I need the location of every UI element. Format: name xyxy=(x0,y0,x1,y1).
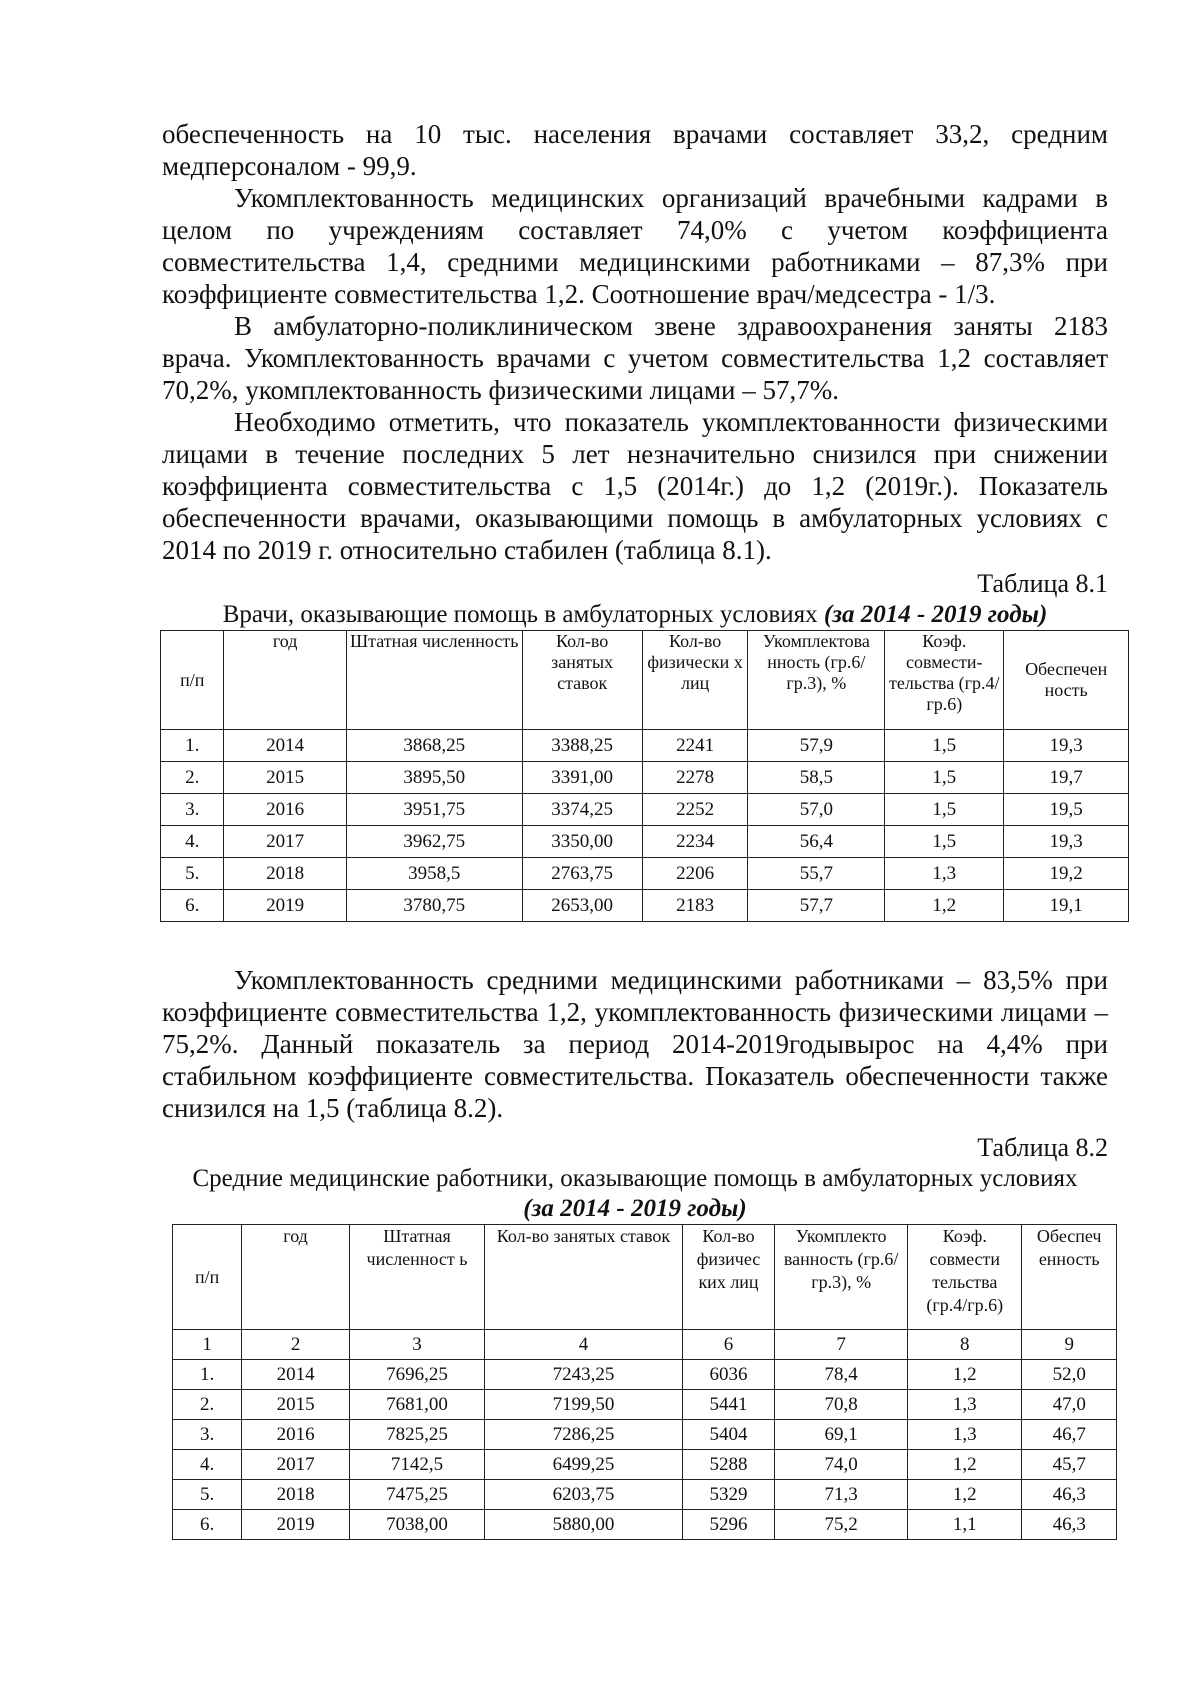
table-row xyxy=(161,890,1129,922)
header-cell: Укомплекто ванность (гр.6/гр.3), % xyxy=(775,1225,908,1330)
table-cell: 2018 xyxy=(242,1480,350,1510)
table-cell: 5404 xyxy=(682,1420,774,1450)
table-row xyxy=(161,730,1129,762)
table-cell: 2278 xyxy=(642,762,748,794)
table-cell: 2653,00 xyxy=(522,890,642,922)
table-cell: 57,9 xyxy=(748,730,885,762)
table-cell: 1,5 xyxy=(885,762,1004,794)
table-cell: 46,7 xyxy=(1022,1420,1117,1450)
header-cell: Коэф. совмести тельства (гр.4/гр.6) xyxy=(908,1225,1022,1330)
table-cell: 7243,25 xyxy=(485,1360,683,1390)
header-cell: Обеспеч енность xyxy=(1022,1225,1117,1330)
table-row xyxy=(161,794,1129,826)
table-cell: 7038,00 xyxy=(349,1510,484,1540)
table-cell: 19,1 xyxy=(1004,890,1129,922)
paragraphs-mid xyxy=(162,964,1108,1124)
table-cell: 5329 xyxy=(682,1480,774,1510)
header-cell: Кол-во физически х лиц xyxy=(642,631,748,730)
table-cell: 3895,50 xyxy=(346,762,522,794)
table-cell: 5880,00 xyxy=(485,1510,683,1540)
table-cell: 2018 xyxy=(224,858,346,890)
paragraph: Укомплектованность средними медицинскими работниками – 83,5% при коэффициенте совместительства 1,2, укомплектованность физическими лицами – 75,2%. Данный показатель за период 2014-2019годывырос на 4,4% при стабильном коэффициенте совместительства. Показатель обеспеченности также снизился на 1,5 (таблица 8.2). xyxy=(162,965,1108,1123)
table-cell: 7825,25 xyxy=(349,1420,484,1450)
table-row xyxy=(161,762,1129,794)
table-cell: 5441 xyxy=(682,1390,774,1420)
table-cell: 3958,5 xyxy=(346,858,522,890)
table-row xyxy=(161,858,1129,890)
table-row xyxy=(173,1480,1117,1510)
table-cell: 4. xyxy=(161,826,224,858)
table-cell: 1,5 xyxy=(885,826,1004,858)
table-cell: 5. xyxy=(161,858,224,890)
table-cell: 58,5 xyxy=(748,762,885,794)
table-cell: 2252 xyxy=(642,794,748,826)
header-cell: п/п xyxy=(173,1225,242,1330)
table-cell: 6. xyxy=(161,890,224,922)
table-cell: 7681,00 xyxy=(349,1390,484,1420)
table-cell: 2016 xyxy=(224,794,346,826)
table-cell: 52,0 xyxy=(1022,1360,1117,1390)
table-number: Таблица 8.2 xyxy=(977,1133,1108,1162)
table-cell: 1 xyxy=(173,1330,242,1360)
table-cell: 7696,25 xyxy=(349,1360,484,1390)
table-header-row xyxy=(161,631,1129,730)
header-cell: Коэф. совмести- тельства (гр.4/гр.6) xyxy=(885,631,1004,730)
table-cell: 3868,25 xyxy=(346,730,522,762)
table-title-period: (за 2014 - 2019 годы) xyxy=(523,1195,747,1222)
table-cell: 1. xyxy=(161,730,224,762)
table-cell: 2763,75 xyxy=(522,858,642,890)
table-cell: 2206 xyxy=(642,858,748,890)
table-cell: 2015 xyxy=(224,762,346,794)
table-cell: 75,2 xyxy=(775,1510,908,1540)
table-title-text: Врачи, оказывающие помощь в амбулаторных условиях xyxy=(222,601,818,628)
header-cell: Штатная численность xyxy=(346,631,522,730)
paragraph: Укомплектованность медицинских организаций врачебными кадрами в целом по учреждениям составляет 74,0% с учетом коэффициента совместительства 1,4, средними медицинскими работниками – 87,3% при коэффициенте совместительства 1,2. Соотношение врач/медсестра - 1/3. xyxy=(162,183,1108,309)
table-cell: 55,7 xyxy=(748,858,885,890)
table-cell: 2014 xyxy=(224,730,346,762)
table-cell: 1,5 xyxy=(885,730,1004,762)
table-cell: 3350,00 xyxy=(522,826,642,858)
table-cell: 3388,25 xyxy=(522,730,642,762)
header-cell: Обеспечен ность xyxy=(1004,631,1129,730)
table-cell: 1,2 xyxy=(908,1480,1022,1510)
table-cell: 1,5 xyxy=(885,794,1004,826)
table-title-period: (за 2014 - 2019 годы) xyxy=(823,601,1048,628)
table-cell: 2234 xyxy=(642,826,748,858)
table-cell: 6036 xyxy=(682,1360,774,1390)
paragraph: обеспеченность на 10 тыс. населения врачами составляет 33,2, средним медперсоналом - 99,9. xyxy=(162,119,1108,181)
table-cell: 5. xyxy=(173,1480,242,1510)
table-cell: 2183 xyxy=(642,890,748,922)
doctors-table xyxy=(160,630,1129,922)
table-cell: 1,2 xyxy=(908,1450,1022,1480)
table-cell: 7475,25 xyxy=(349,1480,484,1510)
table-row xyxy=(161,826,1129,858)
header-cell: Укомплектова нность (гр.6/гр.3), % xyxy=(748,631,885,730)
table-cell: 1,3 xyxy=(908,1390,1022,1420)
table-cell: 5288 xyxy=(682,1450,774,1480)
table-cell: 7286,25 xyxy=(485,1420,683,1450)
table-cell: 4. xyxy=(173,1450,242,1480)
table-cell: 3951,75 xyxy=(346,794,522,826)
table-cell: 2015 xyxy=(242,1390,350,1420)
header-cell: Штатная численност ь xyxy=(349,1225,484,1330)
table-cell: 1,2 xyxy=(908,1360,1022,1390)
table-cell: 7199,50 xyxy=(485,1390,683,1420)
table-cell: 2. xyxy=(161,762,224,794)
table-cell: 8 xyxy=(908,1330,1022,1360)
table-cell: 3780,75 xyxy=(346,890,522,922)
column-number-row xyxy=(173,1330,1117,1360)
table-cell: 2014 xyxy=(242,1360,350,1390)
table-cell: 2019 xyxy=(224,890,346,922)
table-cell: 78,4 xyxy=(775,1360,908,1390)
table-cell: 1,1 xyxy=(908,1510,1022,1540)
table-cell: 74,0 xyxy=(775,1450,908,1480)
table-cell: 2241 xyxy=(642,730,748,762)
table-cell: 1,2 xyxy=(885,890,1004,922)
table-cell: 19,3 xyxy=(1004,730,1129,762)
table-cell: 3391,00 xyxy=(522,762,642,794)
table-cell: 3374,25 xyxy=(522,794,642,826)
table-cell: 56,4 xyxy=(748,826,885,858)
table-cell: 2017 xyxy=(242,1450,350,1480)
table-cell: 3. xyxy=(173,1420,242,1450)
table-cell: 6. xyxy=(173,1510,242,1540)
table-row xyxy=(173,1360,1117,1390)
table-cell: 4 xyxy=(485,1330,683,1360)
table-cell: 45,7 xyxy=(1022,1450,1117,1480)
table-row xyxy=(173,1450,1117,1480)
table-cell: 6499,25 xyxy=(485,1450,683,1480)
table-row xyxy=(173,1420,1117,1450)
nurses-table xyxy=(172,1224,1117,1540)
table-title: Средние медицинские работники, оказывающие помощь в амбулаторных условиях xyxy=(192,1165,1078,1192)
table-cell: 3 xyxy=(349,1330,484,1360)
table-cell: 6203,75 xyxy=(485,1480,683,1510)
table-cell: 46,3 xyxy=(1022,1480,1117,1510)
header-cell: год xyxy=(242,1225,350,1330)
table-cell: 46,3 xyxy=(1022,1510,1117,1540)
table-cell: 19,2 xyxy=(1004,858,1129,890)
table-cell: 2. xyxy=(173,1390,242,1420)
table-cell: 1,3 xyxy=(908,1420,1022,1450)
table-cell: 2 xyxy=(242,1330,350,1360)
table-cell: 19,3 xyxy=(1004,826,1129,858)
paragraph: Необходимо отметить, что показатель укомплектованности физическими лицами в течение последних 5 лет незначительно снизился при снижении коэффициента совместительства с 1,5 (2014г.) до 1,2 (2019г.). Показатель обеспеченности врачами, оказывающими помощь в амбулаторных условиях с 2014 по 2019 г. относительно стабилен (таблица 8.1). xyxy=(162,407,1108,565)
table-cell: 47,0 xyxy=(1022,1390,1117,1420)
table-cell: 6 xyxy=(682,1330,774,1360)
table-cell: 7 xyxy=(775,1330,908,1360)
header-cell: Кол-во физичес ких лиц xyxy=(682,1225,774,1330)
table-cell: 1,3 xyxy=(885,858,1004,890)
table-cell: 57,0 xyxy=(748,794,885,826)
table-cell: 5296 xyxy=(682,1510,774,1540)
table-cell: 3962,75 xyxy=(346,826,522,858)
table-cell: 69,1 xyxy=(775,1420,908,1450)
paragraphs-top xyxy=(162,118,1108,566)
table-cell: 57,7 xyxy=(748,890,885,922)
document-page xyxy=(162,118,1108,1540)
table-row xyxy=(173,1390,1117,1420)
table-cell: 2019 xyxy=(242,1510,350,1540)
table-title xyxy=(162,600,1108,630)
table-cell: 19,5 xyxy=(1004,794,1129,826)
table-number: Таблица 8.1 xyxy=(977,569,1108,598)
table-cell: 9 xyxy=(1022,1330,1117,1360)
table-cell: 71,3 xyxy=(775,1480,908,1510)
header-cell: год xyxy=(224,631,346,730)
table-cell: 1. xyxy=(173,1360,242,1390)
table-cell: 70,8 xyxy=(775,1390,908,1420)
header-cell: Кол-во занятых ставок xyxy=(522,631,642,730)
table-cell: 2017 xyxy=(224,826,346,858)
paragraph: В амбулаторно-поликлиническом звене здравоохранения заняты 2183 врача. Укомплектованность врачами с учетом совместительства 1,2 составляет 70,2%, укомплектованность физическими лицами – 57,7%. xyxy=(162,311,1108,405)
table-cell: 2016 xyxy=(242,1420,350,1450)
table-cell: 19,7 xyxy=(1004,762,1129,794)
table-cell: 3. xyxy=(161,794,224,826)
header-cell: п/п xyxy=(161,631,224,730)
table-cell: 7142,5 xyxy=(349,1450,484,1480)
table-row xyxy=(173,1510,1117,1540)
header-cell: Кол-во занятых ставок xyxy=(485,1225,683,1330)
table-header-row xyxy=(173,1225,1117,1330)
